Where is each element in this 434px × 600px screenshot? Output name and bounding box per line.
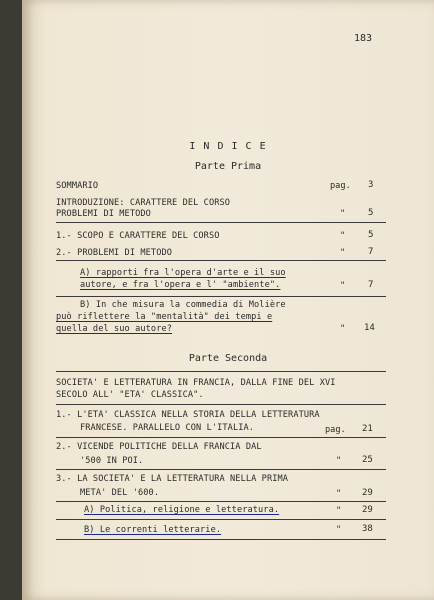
separator-rule	[56, 437, 386, 438]
index-title: I N D I C E	[189, 141, 267, 152]
entry-societa-letteratura-page: 29	[362, 488, 373, 498]
separator-rule	[56, 404, 386, 405]
entry-societa-letteratura-line2: META' DEL '600.	[80, 488, 160, 498]
entry-vicende-line2: '500 IN POI.	[80, 456, 144, 466]
entry-sommario: SOMMARIO	[56, 181, 99, 191]
entry-eta-classica-marker: pag.	[325, 425, 346, 435]
separator-rule	[56, 469, 386, 470]
separator-rule	[56, 519, 386, 520]
part-one-heading: Parte Prima	[194, 161, 262, 172]
part-two-heading: Parte Seconda	[188, 353, 268, 364]
entry-a-page: 7	[368, 280, 374, 290]
separator-rule	[56, 260, 386, 261]
entry-societa-letteratura-line1: 3.- LA SOCIETA' E LA LETTERATURA NELLA PRIMA	[56, 474, 289, 484]
entry-introduzione-marker: "	[340, 209, 346, 219]
entry-b-line1: B) In che misura la commedia di Molière	[80, 300, 286, 310]
page-number: 183	[354, 33, 373, 44]
separator-rule	[56, 539, 386, 540]
entry-b-marker: "	[340, 324, 346, 334]
entry-eta-classica-line2: FRANCESE. PARALLELO CON L'ITALIA.	[80, 423, 255, 433]
entry-eta-classica-page: 21	[362, 424, 373, 434]
entry-societa-line2: SECOLO ALL' "ETA' CLASSICA".	[56, 390, 204, 400]
entry-politica-marker: "	[336, 506, 342, 516]
entry-a-line2: autore, e fra l'opera e l' "ambiente".	[80, 280, 281, 290]
entry-correnti-marker: "	[336, 525, 342, 535]
entry-sommario-marker: pag.	[330, 181, 351, 191]
entry-vicende-line1: 2.- VICENDE POLITICHE DELLA FRANCIA DAL	[56, 442, 262, 452]
entry-eta-classica-line1: 1.- L'ETA' CLASSICA NELLA STORIA DELLA LETTERATURA	[56, 410, 320, 420]
entry-introduzione-page: 5	[368, 208, 374, 218]
entry-b-line3: quella del suo autore?	[56, 324, 173, 334]
entry-scopo-page: 5	[368, 230, 374, 240]
entry-problemi: 2.- PROBLEMI DI METODO	[56, 248, 173, 258]
entry-introduzione-line1: INTRODUZIONE: CARATTERE DEL CORSO	[56, 198, 231, 208]
entry-correnti: B) Le correnti letterarie.	[84, 525, 222, 535]
entry-sommario-page: 3	[368, 180, 374, 190]
entry-societa-line1: SOCIETA' E LETTERATURA IN FRANCIA, DALLA FINE DEL XVI	[56, 378, 336, 388]
entry-introduzione-line2: PROBLEMI DI METODO	[56, 209, 151, 219]
separator-rule	[56, 371, 386, 372]
entry-b-page: 14	[364, 323, 375, 333]
separator-rule	[56, 296, 386, 297]
entry-vicende-marker: "	[336, 456, 342, 466]
entry-societa-letteratura-marker: "	[336, 489, 342, 499]
document-page	[22, 0, 434, 600]
entry-politica: A) Politica, religione e letteratura.	[84, 505, 280, 515]
entry-problemi-page: 7	[368, 247, 374, 257]
entry-scopo-marker: "	[340, 231, 346, 241]
separator-rule	[56, 501, 386, 502]
entry-scopo: 1.- SCOPO E CARATTERE DEL CORSO	[56, 231, 220, 241]
entry-politica-page: 29	[362, 505, 373, 515]
entry-a-marker: "	[340, 281, 346, 291]
entry-vicende-page: 25	[362, 455, 373, 465]
entry-problemi-marker: "	[340, 248, 346, 258]
entry-correnti-page: 38	[362, 524, 373, 534]
entry-a-line1: A) rapporti fra l'opera d'arte e il suo	[80, 268, 286, 278]
entry-b-line2: può riflettere la "mentalità" dei tempi e	[56, 312, 273, 322]
separator-rule	[56, 222, 386, 223]
